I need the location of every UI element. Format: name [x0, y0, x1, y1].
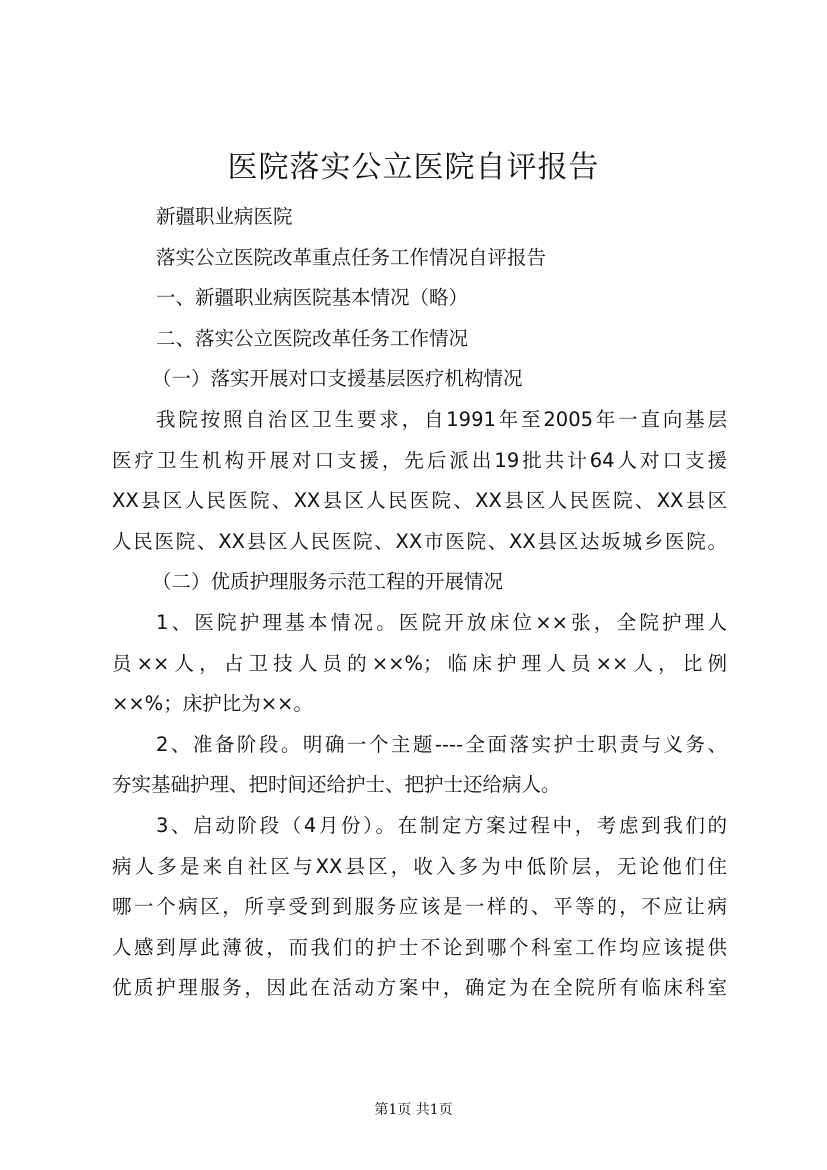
paragraph-line: 2、准备阶段。明确一个主题----全面落实护士职责与义务、 — [156, 732, 727, 756]
paragraph-line: ××%；床护比为××。 — [112, 692, 313, 716]
paragraph-line: 医疗卫生机构开展对口支援，先后派出19批共计64人对口支援 — [112, 448, 727, 472]
paragraph-line: 员××人，占卫技人员的××%；临床护理人员××人，比例 — [112, 651, 727, 675]
paragraph-line: 1、医院护理基本情况。医院开放床位××张，全院护理人 — [156, 610, 727, 634]
paragraph-line: 优质护理服务，因此在活动方案中，确定为在全院所有临床科室 — [112, 976, 727, 1000]
document-title: 医院落实公立医院自评报告 — [227, 150, 600, 185]
paragraph-line: 3、启动阶段（4月份）。在制定方案过程中，考虑到我们的 — [156, 813, 727, 837]
section-heading: （二）优质护理服务示范工程的开展情况 — [152, 570, 504, 594]
paragraph-line: 哪一个病区，所享受到到服务应该是一样的、平等的，不应让病 — [112, 895, 727, 919]
paragraph-line: 我院按照自治区卫生要求，自1991年至2005年一直向基层 — [156, 407, 727, 431]
paragraph-line: 新疆职业病医院 — [156, 205, 293, 228]
paragraph-line: 一、新疆职业病医院基本情况（略） — [156, 286, 469, 310]
paragraph-line: 二、落实公立医院改革任务工作情况 — [156, 326, 469, 350]
section-heading: （一）落实开展对口支援基层医疗机构情况 — [152, 367, 523, 391]
document-body — [112, 197, 727, 1009]
paragraph-line: 夯实基础护理、把时间还给护士、把护士还给病人。 — [112, 773, 561, 797]
page-footer: 第1页 共1页 — [374, 1102, 453, 1118]
paragraph-line: 人感到厚此薄彼，而我们的护士不论到哪个科室工作均应该提供 — [112, 935, 727, 959]
paragraph-line: 病人多是来自社区与XX县区，收入多为中低阶层，无论他们住 — [112, 854, 727, 878]
paragraph-line: XX县区人民医院、XX县区人民医院、XX县区人民医院、XX县区 — [112, 489, 727, 513]
paragraph-line: 落实公立医院改革重点任务工作情况自评报告 — [156, 245, 547, 269]
paragraph-line: 人民医院、XX县区人民医院、XX市医院、XX县区达坂城乡医院。 — [112, 529, 727, 553]
